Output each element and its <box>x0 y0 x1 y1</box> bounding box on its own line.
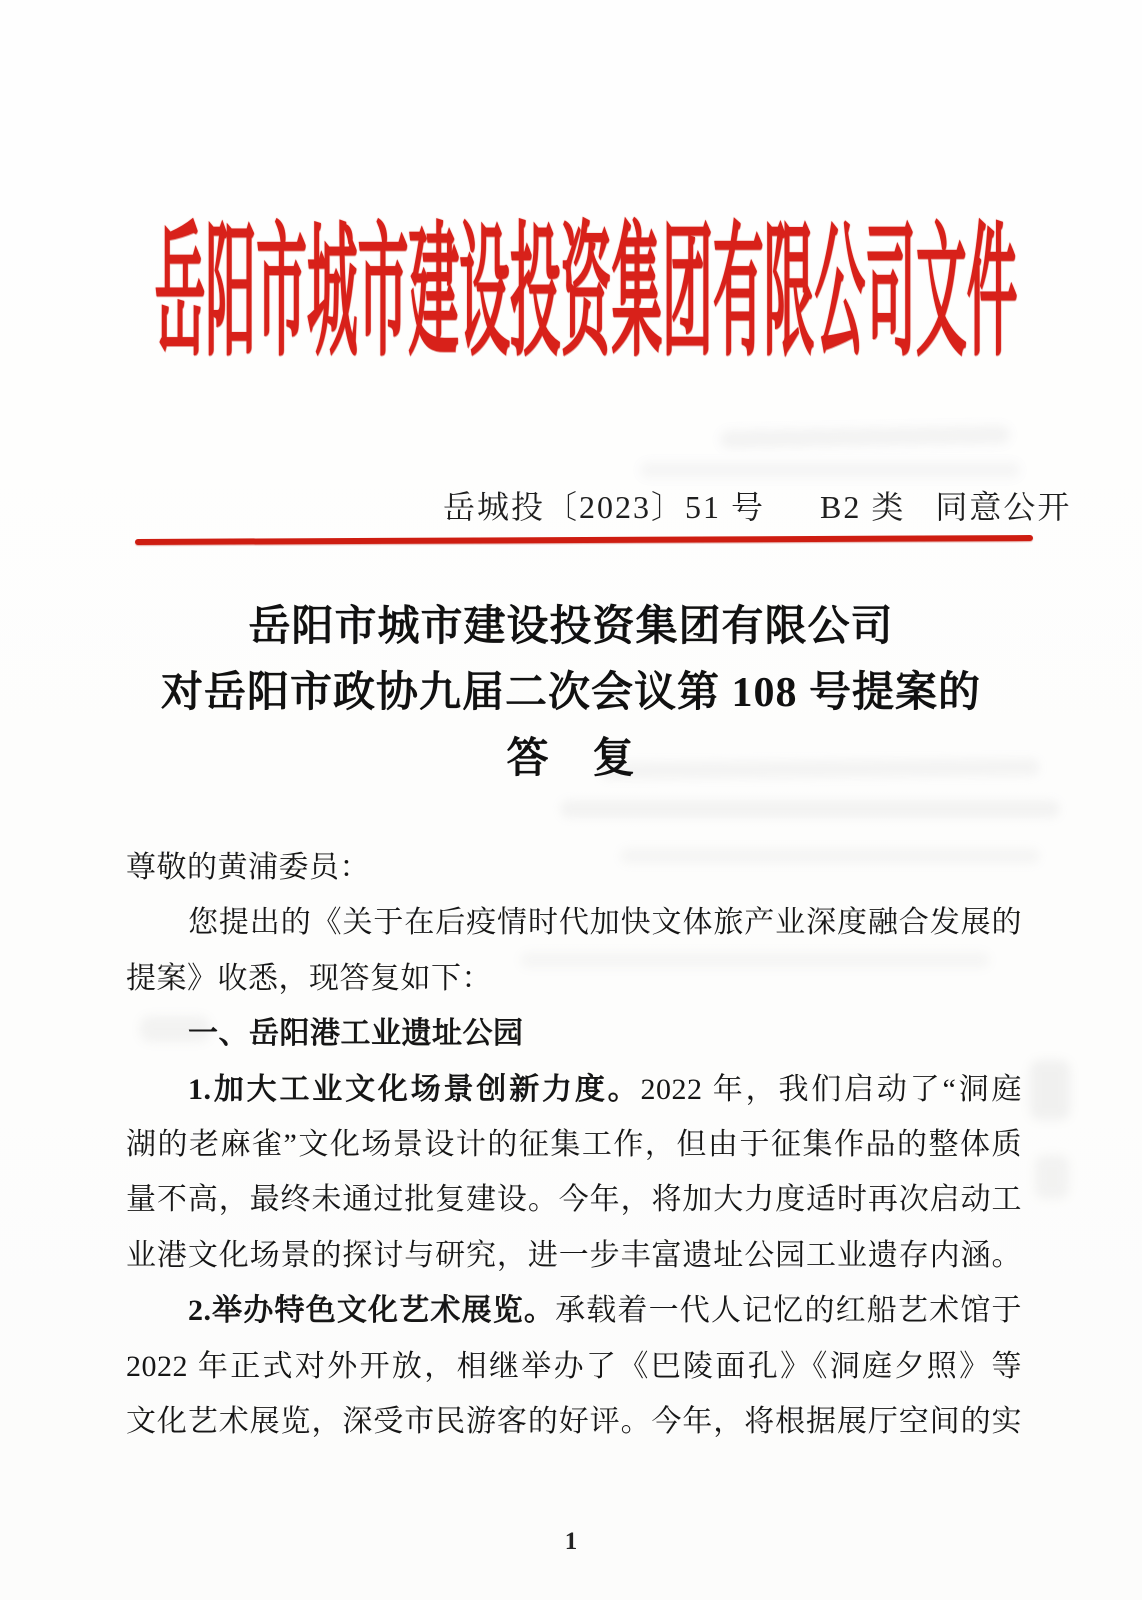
document-number: 岳城投〔2023〕51 号 <box>443 489 766 525</box>
bleedthrough-smudge <box>1035 1155 1069 1199</box>
text-run: 您提出的《关于在后疫情时代加快文体旅产业深度融合发展的 <box>188 906 1022 940</box>
letterhead-banner: 岳阳市城市建设投资集团有限公司文件 <box>154 214 1018 374</box>
title-line-2: 对岳阳市政协九届二次会议第 108 号提案的 <box>160 670 981 716</box>
body-line <box>126 895 1022 950</box>
body-line-salutation <box>126 840 1022 895</box>
bleedthrough-smudge <box>720 425 1010 448</box>
text-run: 文化艺术展览，深受市民游客的好评。今年，将根据展厅空间的实 <box>126 1404 1022 1438</box>
text-run: 业港文化场景的探讨与研究，进一步丰富遗址公园工业遗存内涵。 <box>126 1238 1022 1272</box>
document-number-line <box>443 488 1071 526</box>
bold-run: 1.加大工业文化场景创新力度。 <box>188 1072 641 1106</box>
document-body <box>126 840 1022 1449</box>
text-run: 量不高，最终未通过批复建设。今年，将加大力度适时再次启动工 <box>126 1183 1022 1217</box>
bold-run: 一、岳阳港工业遗址公园 <box>188 1017 524 1051</box>
title-line-1: 岳阳市城市建设投资集团有限公司 <box>248 604 894 650</box>
title-line-3: 答 复 <box>506 736 636 782</box>
bold-run: 2.举办特色文化艺术展览。 <box>188 1294 556 1328</box>
bleedthrough-smudge <box>560 800 1060 818</box>
text-run: 尊敬的黄浦委员： <box>126 851 370 884</box>
body-section-heading <box>126 1006 1022 1061</box>
body-line <box>126 1117 1022 1172</box>
body-line <box>126 1339 1022 1394</box>
body-line <box>126 1062 1022 1117</box>
text-run: 提案》收悉，现答复如下： <box>126 961 492 995</box>
text-run: 2022 年，我们启动了“洞庭 <box>640 1072 1022 1106</box>
body-line <box>126 1283 1022 1338</box>
body-line <box>126 1394 1022 1449</box>
body-line <box>126 951 1022 1006</box>
page-number: 1 <box>564 1528 578 1555</box>
publicity-label: 同意公开 <box>935 489 1072 525</box>
body-line <box>126 1228 1022 1283</box>
bleedthrough-smudge <box>640 462 1020 478</box>
text-run: 湖的老麻雀”文化场景设计的征集工作，但由于征集作品的整体质 <box>126 1127 1022 1161</box>
text-run: 2022 年正式对外开放，相继举办了《巴陵面孔》《洞庭夕照》等 <box>126 1349 1022 1383</box>
text-run: 承载着一代人记忆的红船艺术馆于 <box>555 1294 1023 1328</box>
document-category: B2 类 <box>820 489 906 525</box>
red-divider-rule <box>135 535 1033 545</box>
document-title <box>0 594 1142 792</box>
bleedthrough-smudge <box>1030 1060 1070 1120</box>
body-line <box>126 1172 1022 1227</box>
